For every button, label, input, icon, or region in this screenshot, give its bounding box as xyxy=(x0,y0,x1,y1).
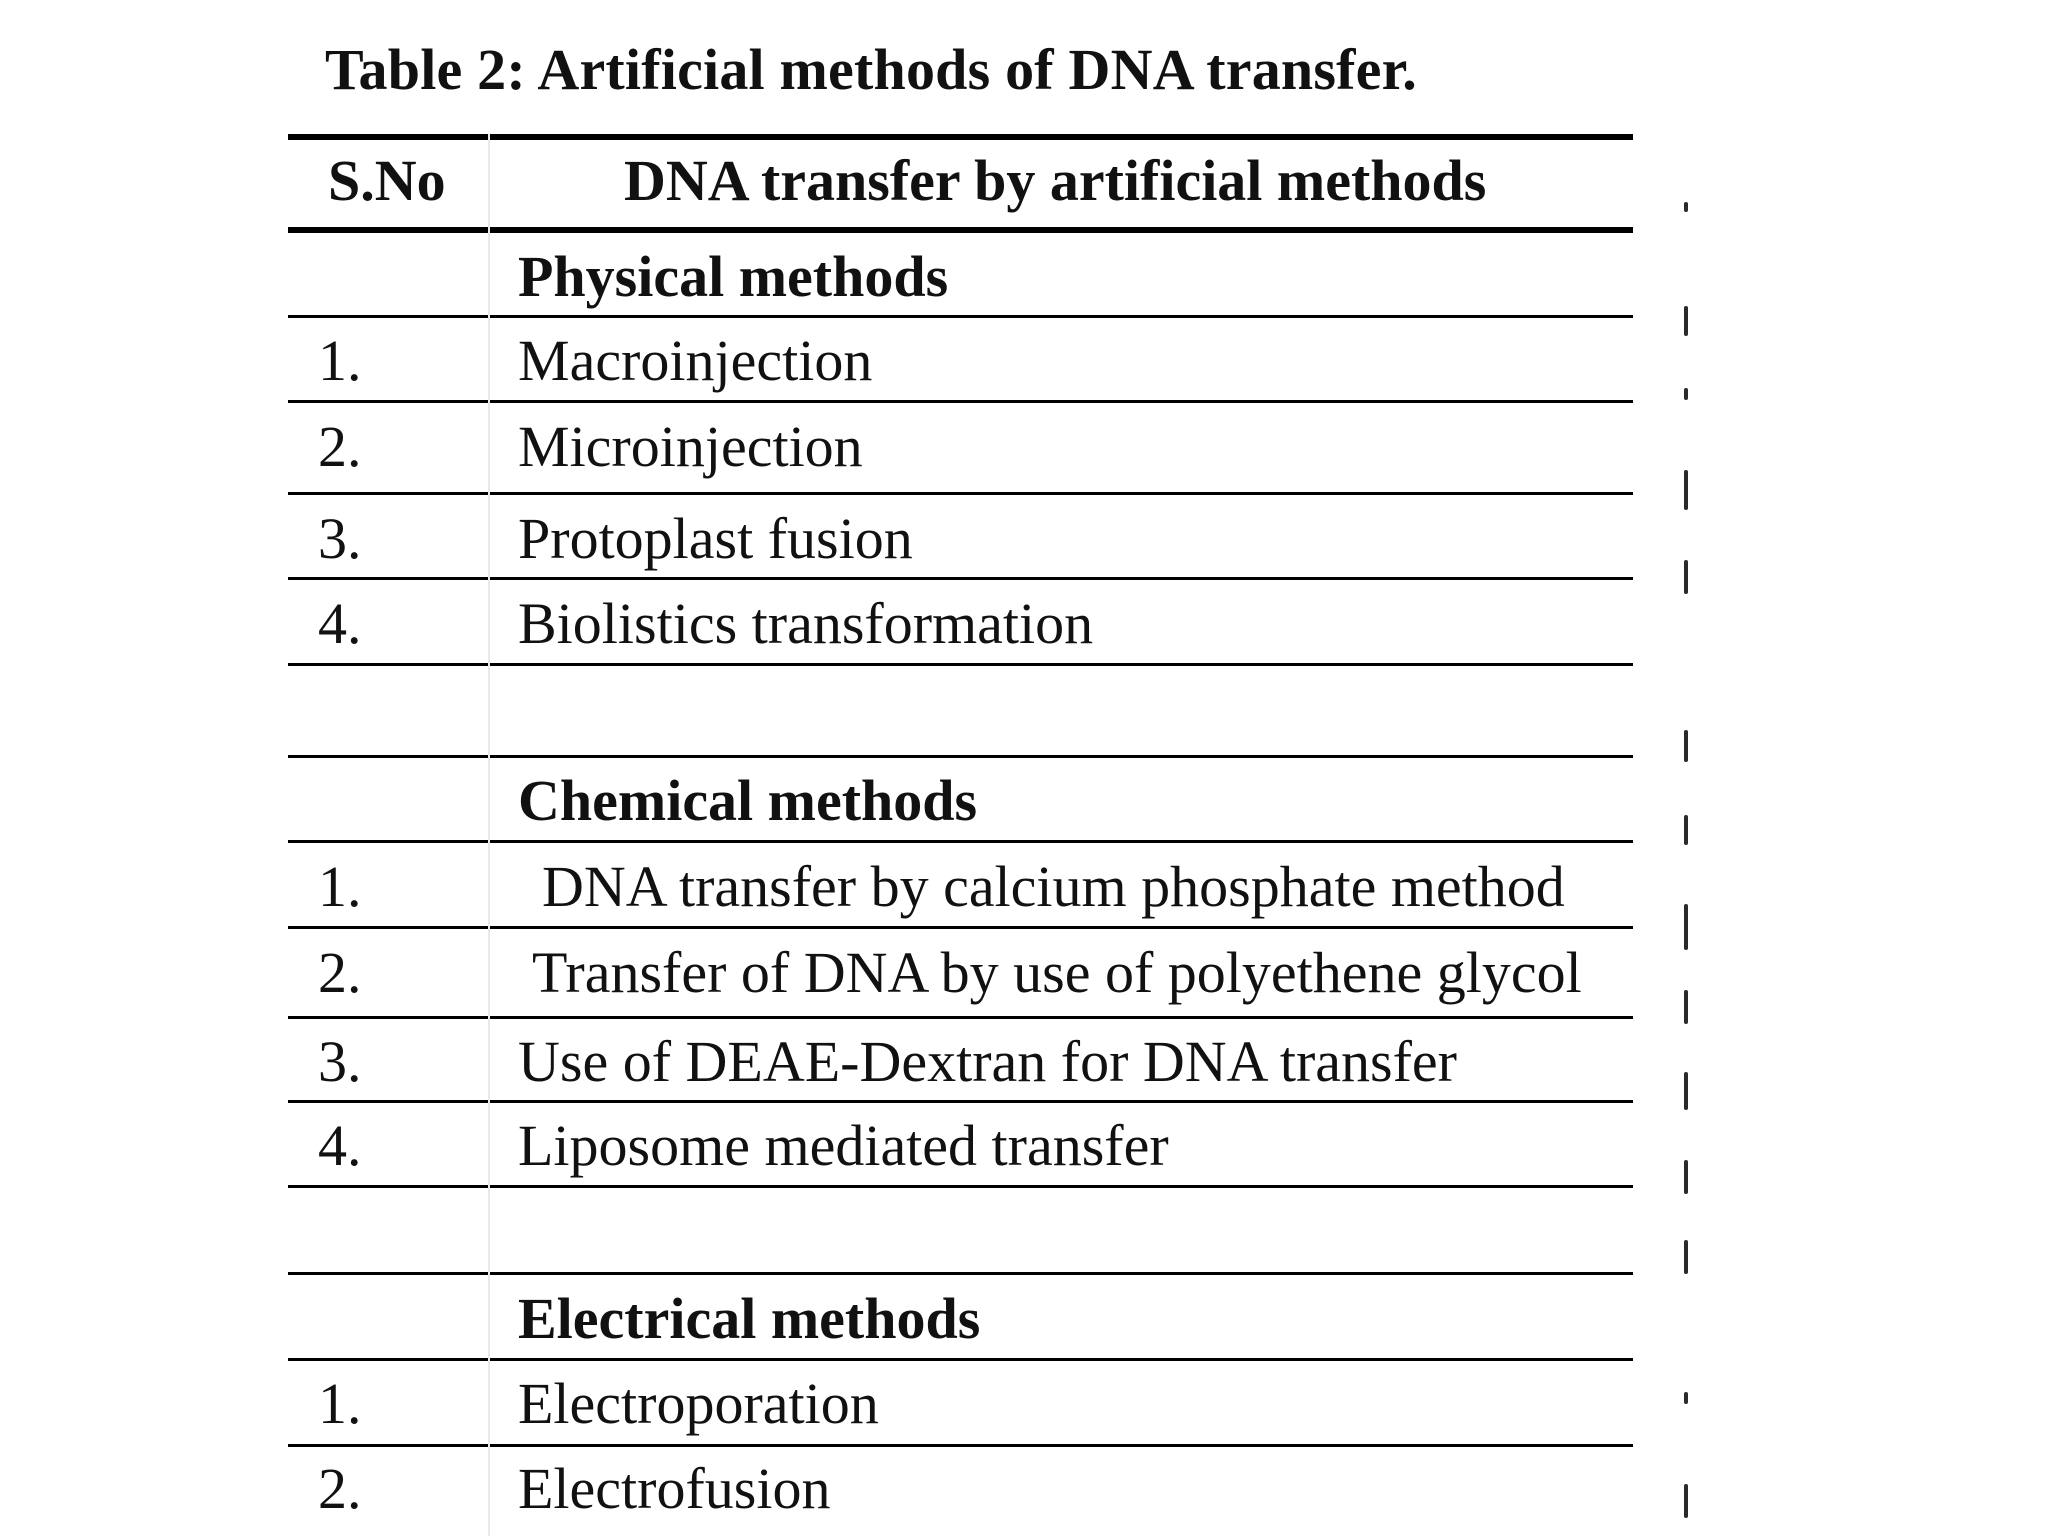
row-method: Use of DEAE-Dextran for DNA transfer xyxy=(518,1029,1457,1094)
edge-fragment xyxy=(1684,388,1688,400)
edge-fragment xyxy=(1684,1240,1688,1274)
row-number: 2. xyxy=(318,1456,362,1521)
row-method: Protoplast fusion xyxy=(518,506,913,571)
row-number: 1. xyxy=(318,328,362,393)
edge-fragment xyxy=(1684,1392,1688,1404)
edge-fragment xyxy=(1684,1160,1688,1194)
edge-fragment xyxy=(1684,730,1688,762)
row-method: Liposome mediated transfer xyxy=(518,1113,1169,1178)
row-method: Biolistics transformation xyxy=(518,591,1094,656)
row-method: Electrofusion xyxy=(518,1456,831,1521)
column-header-sno: S.No xyxy=(328,148,446,213)
row-method: Microinjection xyxy=(518,414,863,479)
edge-fragment xyxy=(1684,470,1688,510)
edge-fragment xyxy=(1684,815,1688,845)
row-method: Macroinjection xyxy=(518,328,873,393)
row-number: 3. xyxy=(318,506,362,571)
column-header-methods: DNA transfer by artificial methods xyxy=(624,148,1487,213)
edge-fragment xyxy=(1684,990,1688,1024)
row-number: 1. xyxy=(318,1371,362,1436)
group-label-chemical: Chemical methods xyxy=(518,768,978,833)
row-method: Electroporation xyxy=(518,1371,879,1436)
edge-fragment xyxy=(1684,560,1688,594)
column-divider xyxy=(488,134,490,1536)
row-number: 3. xyxy=(318,1029,362,1094)
edge-fragment xyxy=(1684,904,1688,950)
row-method: DNA transfer by calcium phosphate method xyxy=(542,854,1565,919)
edge-fragment xyxy=(1684,1072,1688,1110)
group-label-electrical: Electrical methods xyxy=(518,1286,981,1351)
cropped-text-edge xyxy=(1684,0,1696,1536)
row-number: 1. xyxy=(318,854,362,919)
row-method: Transfer of DNA by use of polyethene glycol xyxy=(532,940,1582,1005)
edge-fragment xyxy=(1684,202,1688,212)
edge-fragment xyxy=(1684,1484,1688,1518)
table-title: Table 2: Artificial methods of DNA transfer. xyxy=(325,37,1417,102)
group-label-physical: Physical methods xyxy=(518,244,949,309)
row-number: 4. xyxy=(318,1113,362,1178)
row-number: 2. xyxy=(318,414,362,479)
row-number: 4. xyxy=(318,591,362,656)
edge-fragment xyxy=(1684,306,1688,336)
row-number: 2. xyxy=(318,940,362,1005)
